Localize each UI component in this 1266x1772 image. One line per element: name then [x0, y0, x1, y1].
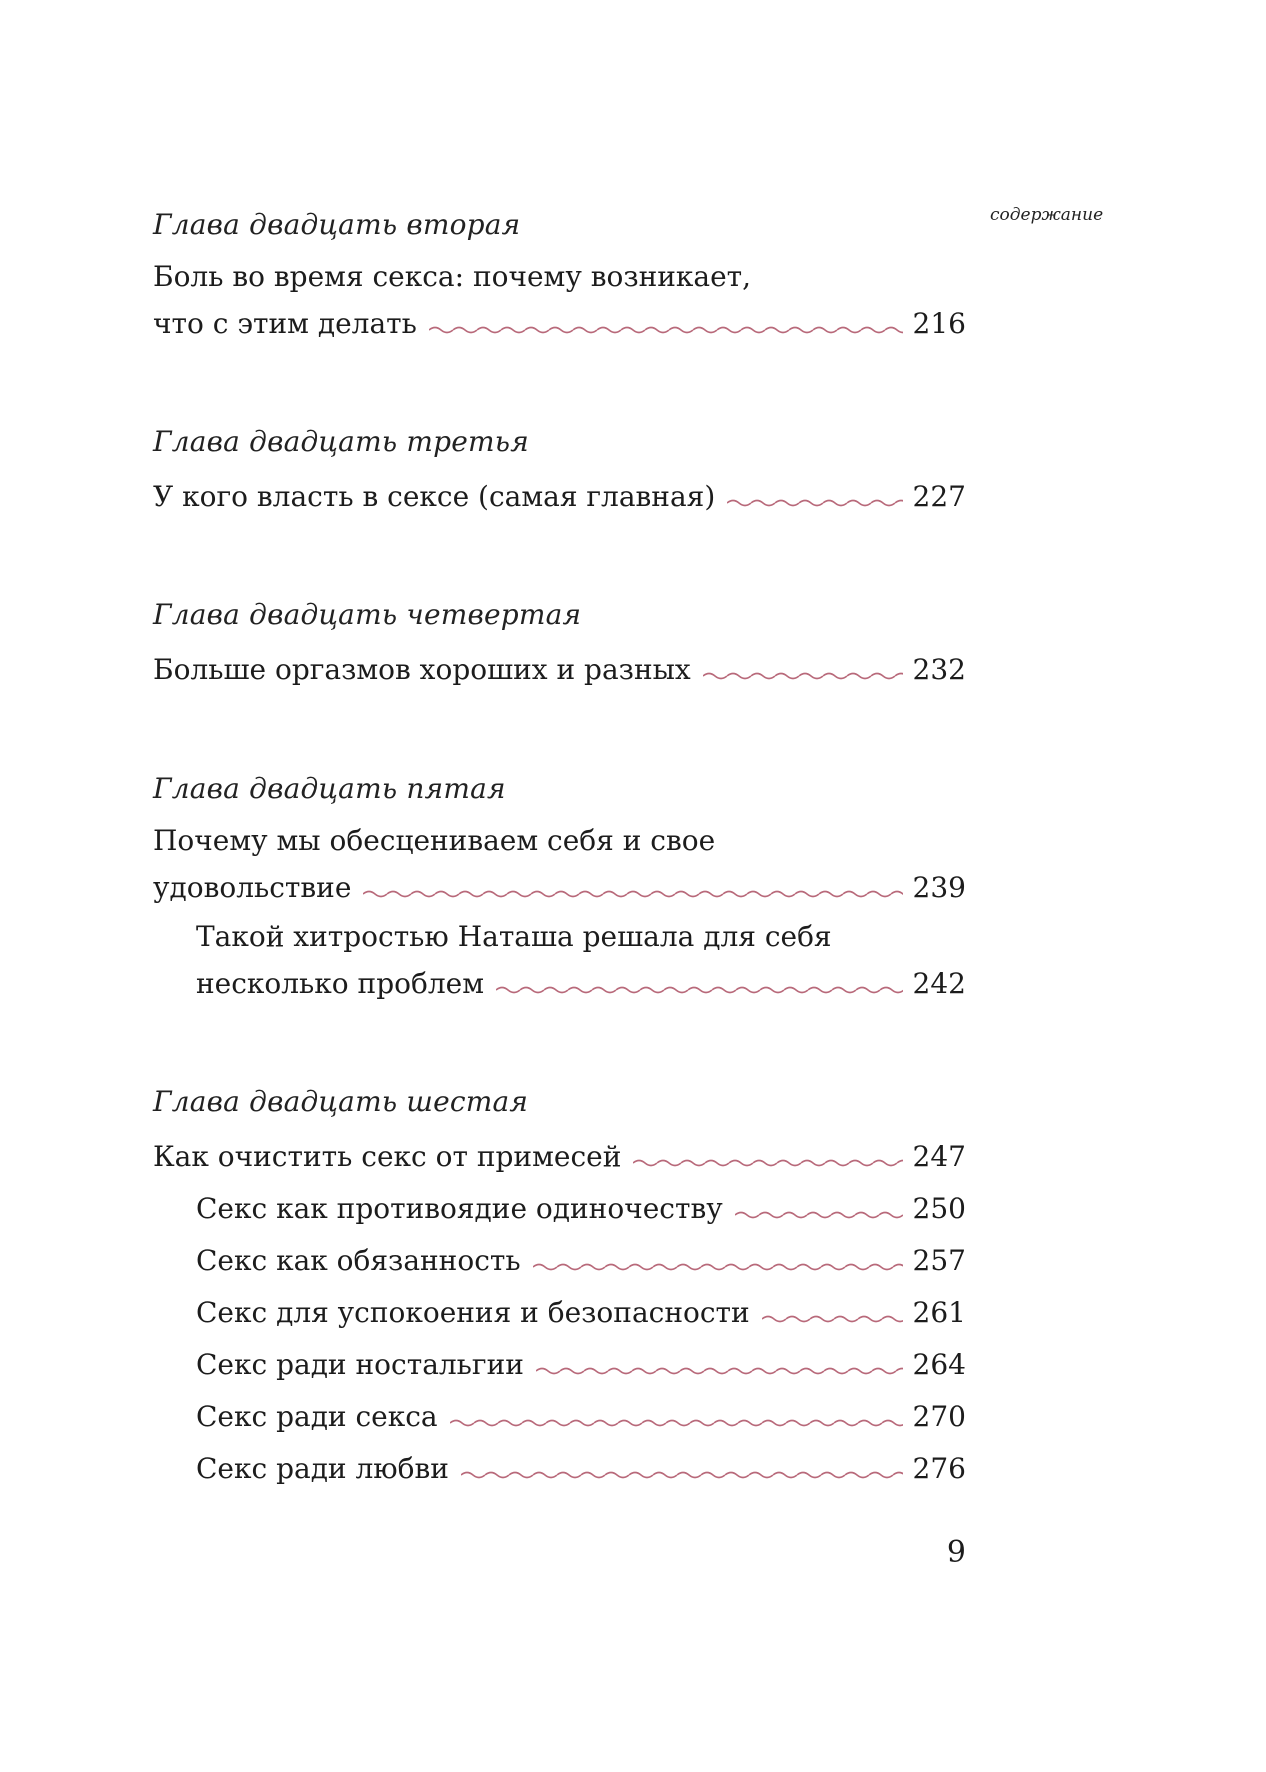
toc-subentry-title: Секс для успокоения и безопасности [196, 1296, 750, 1329]
toc-entry-title: что с этим делать [153, 307, 417, 340]
toc-entry[interactable] [153, 1133, 966, 1173]
wavy-leader [363, 888, 902, 900]
page-number: 250 [912, 1192, 966, 1225]
page-folio: 9 [946, 1535, 966, 1570]
toc-subentry[interactable] [196, 1185, 966, 1225]
chapter-label: Глава двадцать четвертая [153, 598, 582, 631]
toc-entry[interactable] [153, 864, 966, 904]
toc-subentry-title: Секс ради любви [196, 1452, 449, 1485]
toc-entry-title: Как очистить секс от примесей [153, 1140, 622, 1173]
chapter-label: Глава двадцать третья [153, 425, 529, 458]
wavy-leader [735, 1209, 903, 1221]
page-number: 261 [912, 1296, 966, 1329]
page-number: 247 [912, 1140, 966, 1173]
toc-subentry-title-line: Такой хитростью Наташа решала для себя [196, 920, 832, 953]
wavy-leader [461, 1469, 903, 1481]
wavy-leader [727, 497, 902, 509]
page-number: 242 [912, 967, 966, 1000]
toc-subentry[interactable] [196, 960, 966, 1000]
wavy-leader [429, 324, 903, 336]
wavy-leader [703, 670, 903, 682]
toc-subentry-title: Секс как обязанность [196, 1244, 521, 1277]
toc-subentry[interactable] [196, 1445, 966, 1485]
toc-entry-title-line: Почему мы обесцениваем себя и свое [153, 824, 716, 857]
toc-entry[interactable] [153, 473, 966, 513]
wavy-leader [633, 1157, 902, 1169]
toc-entry-title: У кого власть в сексе (самая главная) [153, 480, 716, 513]
toc-subentry[interactable] [196, 1289, 966, 1329]
page-number: 257 [912, 1244, 966, 1277]
toc-entry-title: удовольствие [153, 871, 352, 904]
page-number: 239 [912, 871, 966, 904]
wavy-leader [450, 1417, 903, 1429]
toc-subentry-title: Секс ради секса [196, 1400, 438, 1433]
chapter-label: Глава двадцать шестая [153, 1085, 529, 1118]
toc-subentry-title: несколько проблем [196, 967, 484, 1000]
toc-subentry[interactable] [196, 1393, 966, 1433]
toc-entry[interactable] [153, 646, 966, 686]
wavy-leader [496, 984, 903, 996]
wavy-leader [536, 1365, 903, 1377]
toc-entry[interactable] [153, 300, 966, 340]
toc-subentry-title: Секс ради ностальгии [196, 1348, 524, 1381]
chapter-label: Глава двадцать пятая [153, 772, 506, 805]
toc-subentry-title: Секс как противоядие одиночеству [196, 1192, 723, 1225]
toc-entry-title: Больше оргазмов хороших и разных [153, 653, 691, 686]
running-head: содержание [990, 205, 1104, 225]
toc-subentry[interactable] [196, 1237, 966, 1277]
chapter-label: Глава двадцать вторая [153, 208, 521, 241]
page-number: 270 [912, 1400, 966, 1433]
page-number: 264 [912, 1348, 966, 1381]
toc-entry-title-line: Боль во время секса: почему возникает, [153, 260, 752, 293]
page-number: 227 [912, 480, 966, 513]
page-number: 276 [912, 1452, 966, 1485]
page-number: 232 [912, 653, 966, 686]
wavy-leader [762, 1313, 903, 1325]
page-number: 216 [912, 307, 966, 340]
toc-subentry[interactable] [196, 1341, 966, 1381]
wavy-leader [533, 1261, 903, 1273]
